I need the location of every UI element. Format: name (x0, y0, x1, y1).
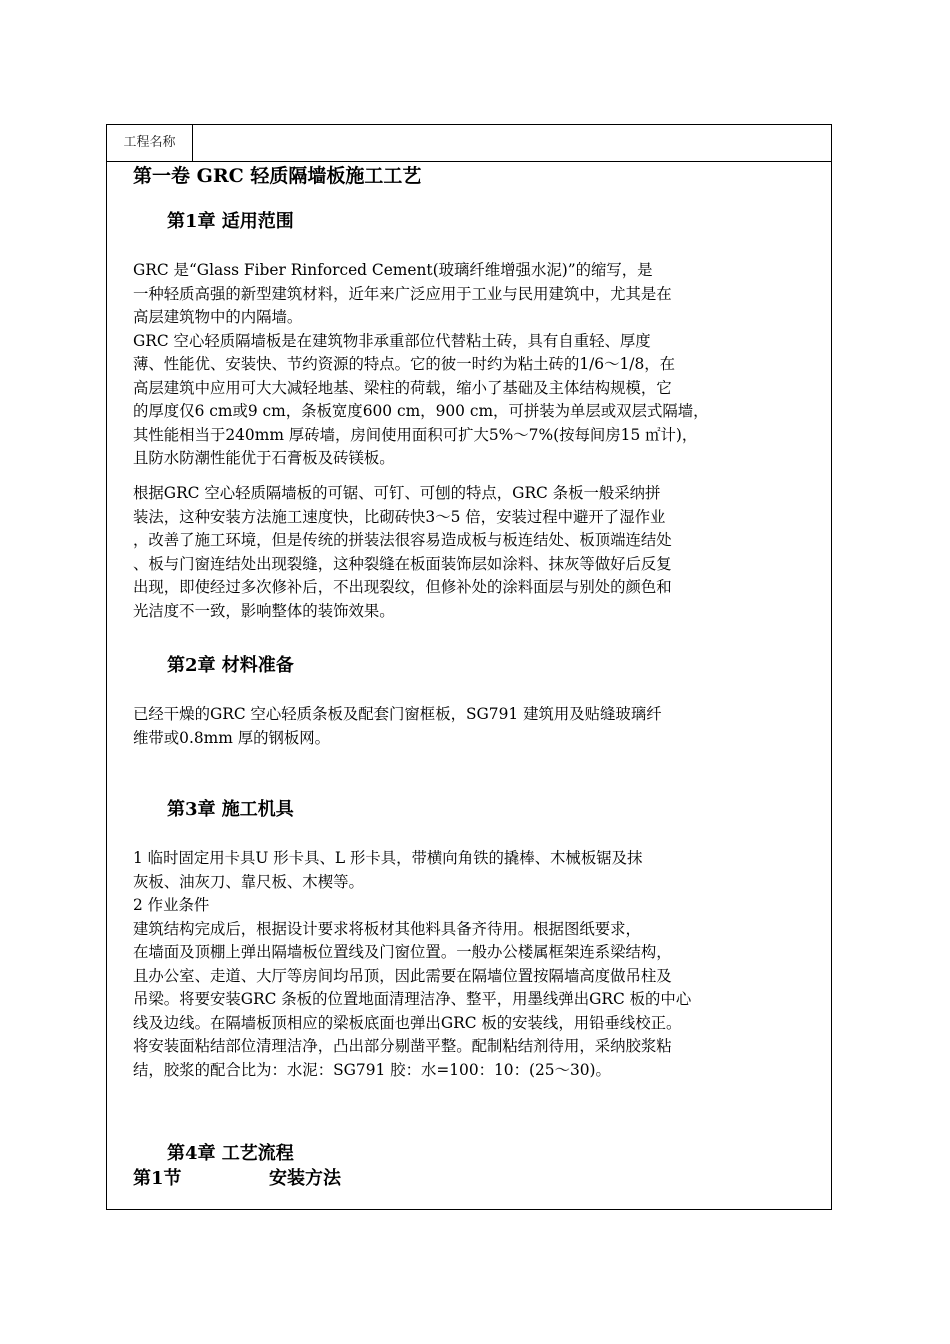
ch3-line: 1 临时固定用卡具U 形卡具、L 形卡具，带横向角铁的撬棒、木械板锯及抹 (133, 849, 643, 867)
ch1-line: 高层建筑物中的内隔墙。 (133, 308, 303, 326)
ch2-line: 已经干燥的GRC 空心轻质条板及配套门窗框板，SG791 建筑用及贴缝玻璃纤 (133, 705, 662, 723)
ch1-line: 出现，即使经过多次修补后，不出现裂纹，但修补处的涂料面层与别处的颜色和 (133, 578, 672, 596)
ch1-line: 一种轻质高强的新型建筑材料，近年来广泛应用于工业与民用建筑中，尤其是在 (133, 284, 672, 303)
ch3-line: 结，胶浆的配合比为：水泥：SG791 胶：水=100：10：(25～30)。 (133, 1060, 611, 1079)
ch1-line: GRC 空心轻质隔墙板是在建筑物非承重部位代替粘土砖，具有自重轻、厚度 (133, 331, 651, 350)
ch3-line: 且办公室、走道、大厅等房间均吊顶，因此需要在隔墙位置按隔墙高度做吊柱及 (133, 966, 672, 985)
section-title: 安装方法 (269, 1168, 341, 1189)
ch1-line: 、板与门窗连结处出现裂缝，这种裂缝在板面装饰层如涂料、抹灰等做好后反复 (133, 554, 672, 573)
chapter-3-title: 第3章 施工机具 (167, 799, 294, 820)
project-name-value (193, 125, 831, 161)
ch1-line: 且防水防潮性能优于石膏板及砖镁板。 (133, 449, 395, 467)
ch1-line: 根据GRC 空心轻质隔墙板的可锯、可钉、可刨的特点，GRC 条板一般采纳拼 (133, 484, 661, 502)
chapter-2-title: 第2章 材料准备 (167, 655, 294, 676)
ch3-line: 线及边线。在隔墙板顶相应的梁板底面也弹出GRC 板的安装线，用铅垂线校正。 (133, 1013, 682, 1032)
volume-title: 第一卷 GRC 轻质隔墙板施工工艺 (133, 165, 422, 187)
ch1-line: GRC 是“Glass Fiber Rinforced Cement(玻璃纤维增强水泥)”的缩写，是 (133, 261, 653, 279)
ch1-line: 其性能相当于240mm 厚砖墙，房间使用面积可扩大5%～7%(按每间房15 ㎡计)， (133, 425, 698, 444)
chapter-1-title: 第1章 适用范围 (167, 211, 294, 232)
ch3-line: 建筑结构完成后，根据设计要求将板材其他料具备齐待用。根据图纸要求， (133, 919, 641, 938)
section-number: 第1节 (133, 1168, 182, 1189)
ch1-line: 薄、性能优、安装快、节约资源的特点。它的彼一时约为粘土砖的1/6～1/8，在 (133, 355, 676, 373)
document-frame (106, 124, 832, 1210)
ch3-line: 将安装面粘结部位清理洁净，凸出部分剔凿平整。配制粘结剂待用，采纳胶浆粘 (133, 1037, 672, 1055)
ch1-line: ，改善了施工环境，但是传统的拼装法很容易造成板与板连结处、板顶端连结处 (133, 531, 672, 549)
ch3-line: 在墙面及顶棚上弹出隔墙板位置线及门窗位置。一般办公楼属框架连系梁结构， (133, 943, 672, 961)
ch1-line: 高层建筑中应用可大大减轻地基、梁柱的荷载，缩小了基础及主体结构规模，它 (133, 378, 672, 397)
project-name-label: 工程名称 (107, 125, 193, 161)
ch1-line: 的厚度仅6 cm或9 cm，条板宽度600 cm，900 cm，可拼装为单层或双层式隔墙， (133, 402, 709, 420)
ch1-line: 光洁度不一致，影响整体的装饰效果。 (133, 601, 395, 620)
chapter-4-title: 第4章 工艺流程 (167, 1143, 294, 1164)
ch3-line: 吊梁。将要安装GRC 条板的位置地面清理洁净、整平，用墨线弹出GRC 板的中心 (133, 990, 692, 1008)
header-row (107, 125, 831, 162)
ch3-line: 灰板、油灰刀、靠尺板、木楔等。 (133, 872, 364, 891)
ch1-line: 装法，这种安装方法施工速度快，比砌砖快3～5 倍，安装过程中避开了湿作业 (133, 507, 666, 526)
ch3-line: 2 作业条件 (133, 896, 210, 914)
ch2-line: 维带或0.8mm 厚的钢板网。 (133, 728, 331, 747)
